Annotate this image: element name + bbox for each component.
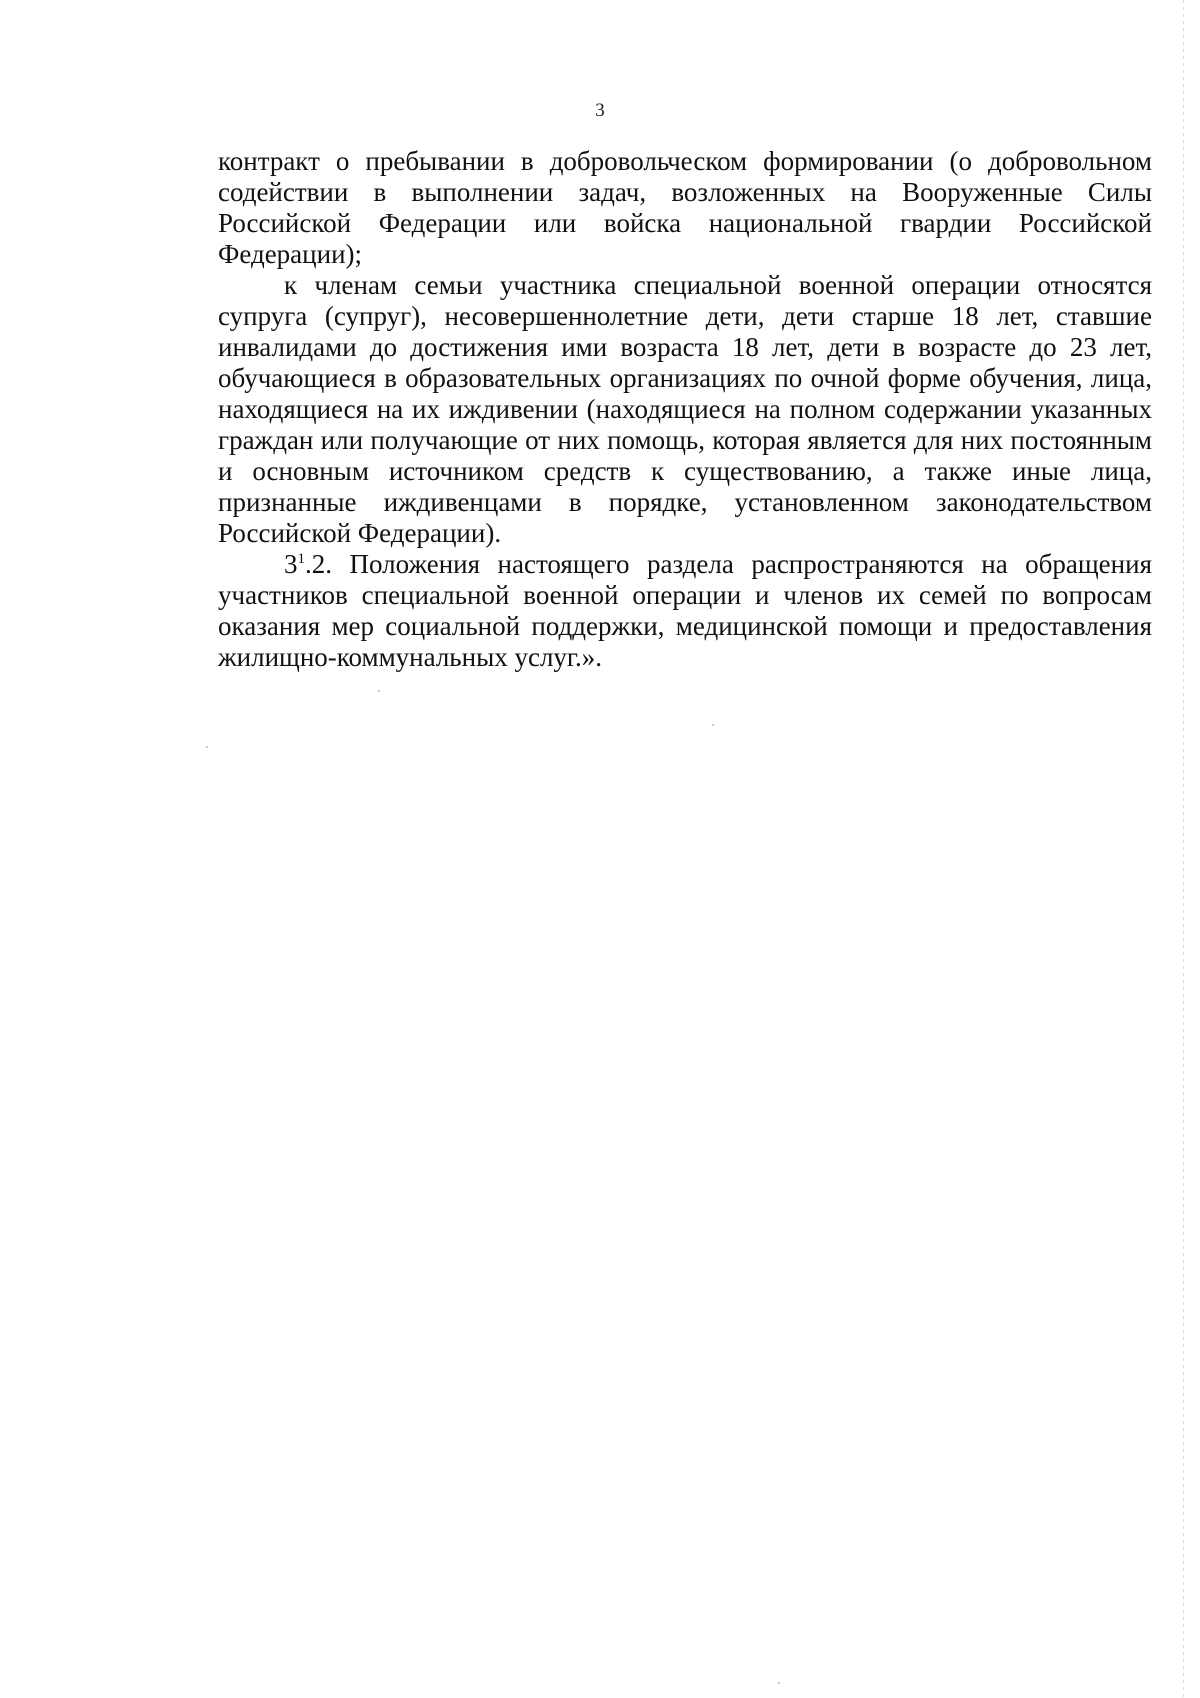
clause-text: Положения настоящего раздела распространяются на обращения участников специальной военной операции и членов их семей по вопросам оказания мер социальной поддержки, медицинской помощи и предоставления жилищно-коммунальных услуг.». [218,549,1152,672]
clause-number-base: 3 [284,549,298,579]
scan-speck [778,1682,780,1684]
scan-speck [712,724,714,726]
page-number: 3 [595,100,605,121]
clause-number-superscript: 1 [297,551,305,567]
scan-speck [206,746,208,748]
document-body [218,146,1152,673]
scan-edge [1183,0,1184,1698]
clause-number-rest: .2. [305,549,332,579]
paragraph-provisions [218,549,1152,673]
scan-speck [378,690,380,692]
paragraph-contract: контракт о пребывании в добровольческом формировании (о добровольном содействии в выполнении задач, возложенных на Вооруженные Силы Российской Федерации или войска национальной гвардии Российской Федерации); [218,146,1152,269]
paragraph-family-members: к членам семьи участника специальной военной операции относятся супруга (супруг), несовершеннолетние дети, дети старше 18 лет, ставшие инвалидами до достижения ими возраста 18 лет, дети в возрасте до 23 лет, обучающиеся в образовательных организациях по очной форме обучения, лица, находящиеся на их иждивении (находящиеся на полном содержании указанных граждан или получающие от них помощь, которая является для них постоянным и основным источником средств к существованию, а также иные лица, признанные иждивенцами в порядке, установленном законодательством Российской Федерации). [218,270,1152,548]
